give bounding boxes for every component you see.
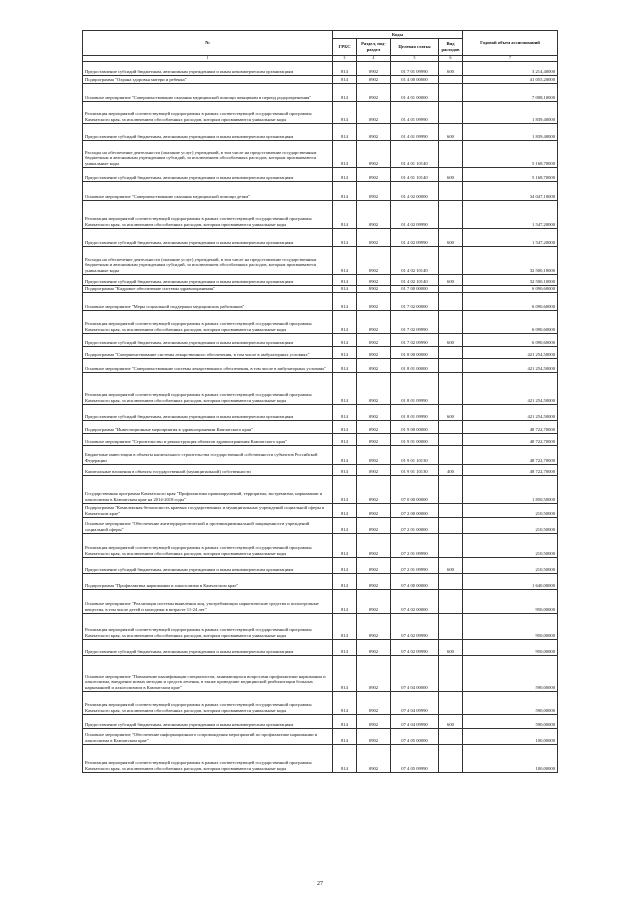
row-annual-volume: 48 722,70000 [463, 433, 558, 445]
row-grbs: 814 [333, 101, 357, 123]
row-section: 0902 [357, 358, 391, 372]
row-grbs: 814 [333, 358, 357, 372]
row-annual-volume: 210,50000 [463, 533, 558, 557]
column-number: 6 [439, 56, 463, 62]
row-grbs: 814 [333, 274, 357, 285]
row-annual-volume: 5 168,70000 [463, 140, 558, 167]
row-target-article: 01 9 00 00000 [391, 420, 439, 433]
row-description: Капитальные вложения в объекты государственной (муниципальной) собственности [83, 464, 333, 475]
row-expense-type [439, 445, 463, 464]
table-row [83, 140, 558, 167]
row-annual-volume: 210,50000 [463, 517, 558, 533]
row-expense-type [439, 75, 463, 83]
row-target-article: 01 7 02 09990 [391, 333, 439, 346]
row-section: 0902 [357, 310, 391, 333]
row-target-article: 07 0 00 00000 [391, 475, 439, 503]
row-section: 0902 [357, 557, 391, 573]
table-row [83, 246, 558, 274]
row-description: Основное мероприятие "Строительство и реконструкция объектов здравоохранения Камчатского края" [83, 433, 333, 445]
row-section: 0902 [357, 433, 391, 445]
row-description: Реализация мероприятий соответствующей подпрограммы в рамках соответствующей государственной программы Камчатского края, за исключением обособленных расходов, которым присваиваются уникальные коды [83, 310, 333, 333]
row-expense-type [439, 691, 463, 714]
row-description: Основное мероприятие "Обеспечение информационного сопровождения мероприятий по профилактике наркомании и алкоголизма в Камчатском крае" [83, 728, 333, 744]
row-section: 0902 [357, 200, 391, 228]
row-annual-volume: 1 547,20000 [463, 228, 558, 246]
table-row [83, 167, 558, 181]
row-target-article: 01 4 02 10140 [391, 246, 439, 274]
row-annual-volume: 48 722,70000 [463, 464, 558, 475]
row-section: 0902 [357, 167, 391, 181]
row-expense-type: 600 [439, 639, 463, 655]
row-section: 0902 [357, 728, 391, 744]
row-annual-volume: 32 500,10000 [463, 246, 558, 274]
row-expense-type [439, 358, 463, 372]
table-row [83, 445, 558, 464]
row-section: 0902 [357, 101, 391, 123]
row-grbs: 814 [333, 123, 357, 140]
row-description: Реализация мероприятий соответствующей подпрограммы в рамках соответствующей государственной программы Камчатского края, за исключением обособленных расходов, которым присваиваются уникальные коды [83, 372, 333, 404]
row-grbs: 814 [333, 744, 357, 772]
row-annual-volume: 210,50000 [463, 503, 558, 517]
row-section: 0902 [357, 292, 391, 310]
table-row [83, 181, 558, 200]
row-section: 0902 [357, 228, 391, 246]
table-row [83, 573, 558, 589]
table-row [83, 123, 558, 140]
row-target-article: 01 7 00 00000 [391, 285, 439, 292]
row-description: Предоставление субсидий бюджетным, автономным учреждениям и иным некоммерческим организациям [83, 333, 333, 346]
table-row [83, 358, 558, 372]
table-row [83, 228, 558, 246]
row-annual-volume: 590,00000 [463, 655, 558, 691]
row-target-article: 07 2 01 09990 [391, 557, 439, 573]
row-target-article: 01 4 02 09990 [391, 228, 439, 246]
row-expense-type: 600 [439, 557, 463, 573]
row-grbs: 814 [333, 613, 357, 639]
table-row [83, 83, 558, 101]
row-section: 0902 [357, 404, 391, 420]
row-section: 0902 [357, 573, 391, 589]
column-number: 4 [357, 56, 391, 62]
table-row [83, 639, 558, 655]
table-row [83, 557, 558, 573]
table-row [83, 61, 558, 75]
row-annual-volume: 421 254,50000 [463, 358, 558, 372]
header-codes: Коды [333, 31, 463, 39]
row-annual-volume: 6 090,60000 [463, 310, 558, 333]
row-grbs: 814 [333, 639, 357, 655]
row-description: Основное мероприятие "Совершенствование оказания медицинской помощи детям" [83, 181, 333, 200]
row-grbs: 814 [333, 75, 357, 83]
column-number: 1 [83, 56, 333, 62]
row-expense-type: 600 [439, 274, 463, 285]
row-grbs: 814 [333, 655, 357, 691]
table-row [83, 533, 558, 557]
row-section: 0902 [357, 246, 391, 274]
row-expense-type [439, 285, 463, 292]
table-row [83, 517, 558, 533]
row-grbs: 814 [333, 573, 357, 589]
row-description: Государственная программа Камчатского края "Профилактика правонарушений, терроризма, экстремизма, наркомании и алкоголизма в Камчатском крае на 2014-2018 годы" [83, 475, 333, 503]
row-description: Подпрограмма "Инвестиционные мероприятия в здравоохранении Камчатского края" [83, 420, 333, 433]
row-target-article: 07 4 04 00000 [391, 655, 439, 691]
row-section: 0902 [357, 589, 391, 613]
row-expense-type: 600 [439, 61, 463, 75]
row-annual-volume: 7 008,10000 [463, 83, 558, 101]
row-section: 0902 [357, 140, 391, 167]
row-grbs: 814 [333, 503, 357, 517]
row-expense-type [439, 589, 463, 613]
header-number: № [83, 31, 333, 56]
table-row [83, 691, 558, 714]
row-description: Основное мероприятие "Совершенствование оказания медицинской помощи женщинам в период родоразрешения" [83, 83, 333, 101]
row-grbs: 814 [333, 228, 357, 246]
row-section: 0902 [357, 503, 391, 517]
row-annual-volume: 1 839,40000 [463, 101, 558, 123]
row-section: 0902 [357, 123, 391, 140]
row-target-article: 07 4 05 00000 [391, 728, 439, 744]
row-expense-type [439, 744, 463, 772]
row-description: Расходы на обеспечение деятельности (оказание услуг) учреждений, в том числе на предоставление государственным бюджетным и автономным учреждениям субсидий, за исключением обособленных расходов, которым присваиваются уникальные коды [83, 140, 333, 167]
row-annual-volume: 1 640,00000 [463, 573, 558, 589]
row-description: Основное мероприятие "Совершенствование системы лекарственного обеспечения, в том числе в амбулаторных условиях" [83, 358, 333, 372]
row-expense-type [439, 292, 463, 310]
table-row [83, 433, 558, 445]
row-expense-type [439, 200, 463, 228]
row-description: Основное мероприятие "Обеспечение антитеррористической и противокриминальной защищенности учреждений социальной сферы" [83, 517, 333, 533]
row-annual-volume: 100,00000 [463, 744, 558, 772]
row-description: Предоставление субсидий бюджетным, автономным учреждениям и иным некоммерческим организациям [83, 404, 333, 420]
row-grbs: 814 [333, 420, 357, 433]
row-target-article: 07 4 00 00000 [391, 573, 439, 589]
row-target-article: 01 4 01 10140 [391, 167, 439, 181]
row-section: 0902 [357, 744, 391, 772]
header-grbs: ГРБС [333, 39, 357, 56]
row-annual-volume: 6 090,60000 [463, 292, 558, 310]
row-grbs: 814 [333, 533, 357, 557]
row-grbs: 814 [333, 200, 357, 228]
row-description: Подпрограмма "Охрана здоровья матери и ребенка" [83, 75, 333, 83]
row-description: Основное мероприятие "Реализация системы выявления лиц, употребляющих наркотические средства и психотропные вещества, в том числе детей и молодежи в возрасте 11-24 лет" [83, 589, 333, 613]
column-number: 7 [463, 56, 558, 62]
table-row [83, 744, 558, 772]
table-row [83, 292, 558, 310]
row-expense-type: 400 [439, 464, 463, 475]
header-expense-type: Вид расходов [439, 39, 463, 56]
row-target-article: 01 8 01 00000 [391, 358, 439, 372]
row-expense-type: 600 [439, 228, 463, 246]
table-row [83, 285, 558, 292]
row-annual-volume: 590,00000 [463, 691, 558, 714]
row-grbs: 814 [333, 246, 357, 274]
row-expense-type [439, 573, 463, 589]
row-section: 0902 [357, 83, 391, 101]
row-description: Реализация мероприятий соответствующей подпрограммы в рамках соответствующей государственной программы Камчатского края, за исключением обособленных расходов, которым присваиваются уникальные коды [83, 200, 333, 228]
row-section: 0902 [357, 181, 391, 200]
table-row [83, 613, 558, 639]
row-target-article: 07 2 00 00000 [391, 503, 439, 517]
row-annual-volume: 48 722,70000 [463, 420, 558, 433]
row-annual-volume: 590,00000 [463, 714, 558, 728]
row-target-article: 01 8 01 09990 [391, 404, 439, 420]
row-target-article: 07 2 01 00000 [391, 517, 439, 533]
row-section: 0902 [357, 333, 391, 346]
row-annual-volume: 6 090,60000 [463, 285, 558, 292]
row-section: 0902 [357, 61, 391, 75]
row-annual-volume: 421 254,50000 [463, 372, 558, 404]
row-annual-volume: 421 254,50000 [463, 404, 558, 420]
row-annual-volume: 32 500,10000 [463, 274, 558, 285]
row-target-article: 07 4 05 09990 [391, 744, 439, 772]
row-section: 0902 [357, 517, 391, 533]
row-expense-type: 600 [439, 123, 463, 140]
row-description: Предоставление субсидий бюджетным, автономным учреждениям и иным некоммерческим организациям [83, 557, 333, 573]
row-target-article: 01 7 02 00000 [391, 292, 439, 310]
row-target-article: 01 4 02 10140 [391, 274, 439, 285]
row-description: Бюджетные инвестиции в объекты капитального строительства государственной собственности субъектов Российской Федерации [83, 445, 333, 464]
row-expense-type [439, 246, 463, 274]
row-description: Предоставление субсидий бюджетным, автономным учреждениям и иным некоммерческим организациям [83, 228, 333, 246]
row-expense-type [439, 728, 463, 744]
row-grbs: 814 [333, 333, 357, 346]
row-annual-volume: 950,00000 [463, 613, 558, 639]
row-section: 0902 [357, 274, 391, 285]
row-description: Реализация мероприятий соответствующей подпрограммы в рамках соответствующей государственной программы Камчатского края, за исключением обособленных расходов, которым присваиваются уникальные коды [83, 533, 333, 557]
column-number: 3 [333, 56, 357, 62]
table-row [83, 274, 558, 285]
row-section: 0902 [357, 655, 391, 691]
row-grbs: 814 [333, 475, 357, 503]
row-expense-type [439, 503, 463, 517]
row-annual-volume: 421 254,50000 [463, 346, 558, 358]
row-expense-type [439, 83, 463, 101]
row-description: Подпрограмма "Кадровое обеспечение системы здравоохранения" [83, 285, 333, 292]
row-expense-type [439, 613, 463, 639]
row-target-article: 07 2 01 09990 [391, 533, 439, 557]
row-description: Реализация мероприятий соответствующей подпрограммы в рамках соответствующей государственной программы Камчатского края, за исключением обособленных расходов, которым присваиваются уникальные коды [83, 744, 333, 772]
row-section: 0902 [357, 613, 391, 639]
row-expense-type [439, 310, 463, 333]
row-section: 0902 [357, 346, 391, 358]
row-annual-volume: 950,00000 [463, 589, 558, 613]
row-annual-volume: 1 839,40000 [463, 123, 558, 140]
table-row [83, 200, 558, 228]
row-target-article: 01 7 02 09990 [391, 310, 439, 333]
row-target-article: 07 4 02 09990 [391, 613, 439, 639]
row-grbs: 814 [333, 589, 357, 613]
row-annual-volume: 34 047,10000 [463, 181, 558, 200]
row-description: Основное мероприятие "Повышение квалификации специалистов, занимающихся вопросами профилактики наркомании и алкоголизма, внедрение новых методик и средств лечения, в также проведение медицинской реабилитации больных наркоманией и алкоголизмом в Камчатском крае" [83, 655, 333, 691]
row-expense-type [439, 655, 463, 691]
table-row [83, 728, 558, 744]
table-row [83, 101, 558, 123]
row-target-article: 01 8 01 09990 [391, 372, 439, 404]
row-expense-type: 600 [439, 167, 463, 181]
header-annual-volume: Годовой объем ассигнований [463, 31, 558, 56]
table-row [83, 589, 558, 613]
row-expense-type [439, 140, 463, 167]
header-section: Раздел, под-раздел [357, 39, 391, 56]
row-target-article: 07 4 02 09990 [391, 639, 439, 655]
row-target-article: 07 4 04 09990 [391, 691, 439, 714]
table-row [83, 310, 558, 333]
row-description: Предоставление субсидий бюджетным, автономным учреждениям и иным некоммерческим организациям [83, 274, 333, 285]
row-expense-type: 600 [439, 333, 463, 346]
row-grbs: 814 [333, 310, 357, 333]
row-description: Предоставление субсидий бюджетным, автономным учреждениям и иным некоммерческим организациям [83, 61, 333, 75]
row-grbs: 814 [333, 140, 357, 167]
row-description: Подпрограмма "Профилактика наркомании и алкоголизма в Камчатском крае" [83, 573, 333, 589]
row-annual-volume: 41 055,20000 [463, 75, 558, 83]
row-grbs: 814 [333, 404, 357, 420]
table-row [83, 404, 558, 420]
row-grbs: 814 [333, 285, 357, 292]
row-grbs: 814 [333, 181, 357, 200]
row-annual-volume: 950,00000 [463, 639, 558, 655]
row-annual-volume: 48 722,70000 [463, 445, 558, 464]
row-target-article: 01 4 01 00000 [391, 83, 439, 101]
row-description: Реализация мероприятий соответствующей подпрограммы в рамках соответствующей государственной программы Камчатского края, за исключением обособленных расходов, которым присваиваются уникальные коды [83, 101, 333, 123]
row-description: Подпрограмма "Комплексная безопасность краевых государственных и муниципальных учреждений социальной сферы в Камчатском крае" [83, 503, 333, 517]
row-annual-volume: 1 547,20000 [463, 200, 558, 228]
table-row [83, 333, 558, 346]
row-expense-type [439, 533, 463, 557]
row-grbs: 814 [333, 372, 357, 404]
row-target-article: 01 4 01 10140 [391, 140, 439, 167]
row-expense-type: 600 [439, 714, 463, 728]
row-grbs: 814 [333, 557, 357, 573]
row-grbs: 814 [333, 691, 357, 714]
row-expense-type [439, 420, 463, 433]
row-target-article: 01 4 02 09990 [391, 200, 439, 228]
table-row [83, 655, 558, 691]
table-row [83, 464, 558, 475]
row-grbs: 814 [333, 346, 357, 358]
row-section: 0902 [357, 75, 391, 83]
row-section: 0902 [357, 691, 391, 714]
row-target-article: 01 7 01 09990 [391, 61, 439, 75]
table-row [83, 503, 558, 517]
row-expense-type [439, 181, 463, 200]
column-number: 5 [391, 56, 439, 62]
page-number: 27 [317, 881, 323, 887]
row-section: 0902 [357, 285, 391, 292]
row-expense-type [439, 517, 463, 533]
row-description: Подпрограмма "Совершенствование системы лекарственного обеспечения, в том числе в амбулаторных условиях" [83, 346, 333, 358]
row-description: Расходы на обеспечение деятельности (оказание услуг) учреждений, в том числе на предоставление государственным бюджетным и автономным учреждениям субсидий, за исключением обособленных расходов, которым присваиваются уникальные коды [83, 246, 333, 274]
row-expense-type [439, 346, 463, 358]
row-grbs: 814 [333, 61, 357, 75]
row-target-article: 01 9 01 00000 [391, 433, 439, 445]
row-expense-type [439, 372, 463, 404]
row-section: 0902 [357, 372, 391, 404]
row-description: Реализация мероприятий соответствующей подпрограммы в рамках соответствующей государственной программы Камчатского края, за исключением обособленных расходов, которым присваиваются уникальные коды [83, 613, 333, 639]
row-target-article: 01 4 02 00000 [391, 181, 439, 200]
row-description: Предоставление субсидий бюджетным, автономным учреждениям и иным некоммерческим организациям [83, 639, 333, 655]
row-grbs: 814 [333, 728, 357, 744]
row-section: 0902 [357, 464, 391, 475]
row-target-article: 01 9 01 10130 [391, 464, 439, 475]
row-section: 0902 [357, 639, 391, 655]
row-description: Реализация мероприятий соответствующей подпрограммы в рамках соответствующей государственной программы Камчатского края, за исключением обособленных расходов, которым присваиваются уникальные коды [83, 691, 333, 714]
row-grbs: 814 [333, 292, 357, 310]
row-description: Предоставление субсидий бюджетным, автономным учреждениям и иным некоммерческим организациям [83, 123, 333, 140]
row-annual-volume: 210,50000 [463, 557, 558, 573]
table-row [83, 346, 558, 358]
row-target-article: 01 8 00 00000 [391, 346, 439, 358]
budget-table [82, 30, 558, 773]
row-annual-volume: 3 214,40000 [463, 61, 558, 75]
row-target-article: 01 9 01 10130 [391, 445, 439, 464]
row-grbs: 814 [333, 433, 357, 445]
row-section: 0902 [357, 714, 391, 728]
row-expense-type [439, 475, 463, 503]
row-section: 0902 [357, 445, 391, 464]
row-description: Предоставление субсидий бюджетным, автономным учреждениям и иным некоммерческим организациям [83, 167, 333, 181]
row-grbs: 814 [333, 517, 357, 533]
row-grbs: 814 [333, 167, 357, 181]
table-row [83, 475, 558, 503]
table-row [83, 372, 558, 404]
row-target-article: 01 4 01 09990 [391, 101, 439, 123]
row-grbs: 814 [333, 714, 357, 728]
row-annual-volume: 1 850,50000 [463, 475, 558, 503]
row-section: 0902 [357, 533, 391, 557]
row-grbs: 814 [333, 83, 357, 101]
table-row [83, 420, 558, 433]
row-target-article: 07 4 04 09990 [391, 714, 439, 728]
row-target-article: 07 4 02 00000 [391, 589, 439, 613]
row-description: Предоставление субсидий бюджетным, автономным учреждениям и иным некоммерческим организациям [83, 714, 333, 728]
row-expense-type [439, 101, 463, 123]
table-row [83, 714, 558, 728]
row-annual-volume: 6 090,60000 [463, 333, 558, 346]
row-expense-type: 600 [439, 404, 463, 420]
header-target-article: Целевая статья [391, 39, 439, 56]
row-description: Основное мероприятие "Меры социальной поддержки медицинских работников" [83, 292, 333, 310]
row-section: 0902 [357, 420, 391, 433]
row-expense-type [439, 433, 463, 445]
row-grbs: 814 [333, 445, 357, 464]
row-target-article: 01 4 01 09990 [391, 123, 439, 140]
row-section: 0902 [357, 475, 391, 503]
row-target-article: 01 4 00 00000 [391, 75, 439, 83]
budget-table-sheet [82, 30, 557, 773]
row-grbs: 814 [333, 464, 357, 475]
row-annual-volume: 5 168,70000 [463, 167, 558, 181]
table-row [83, 75, 558, 83]
row-annual-volume: 100,00000 [463, 728, 558, 744]
